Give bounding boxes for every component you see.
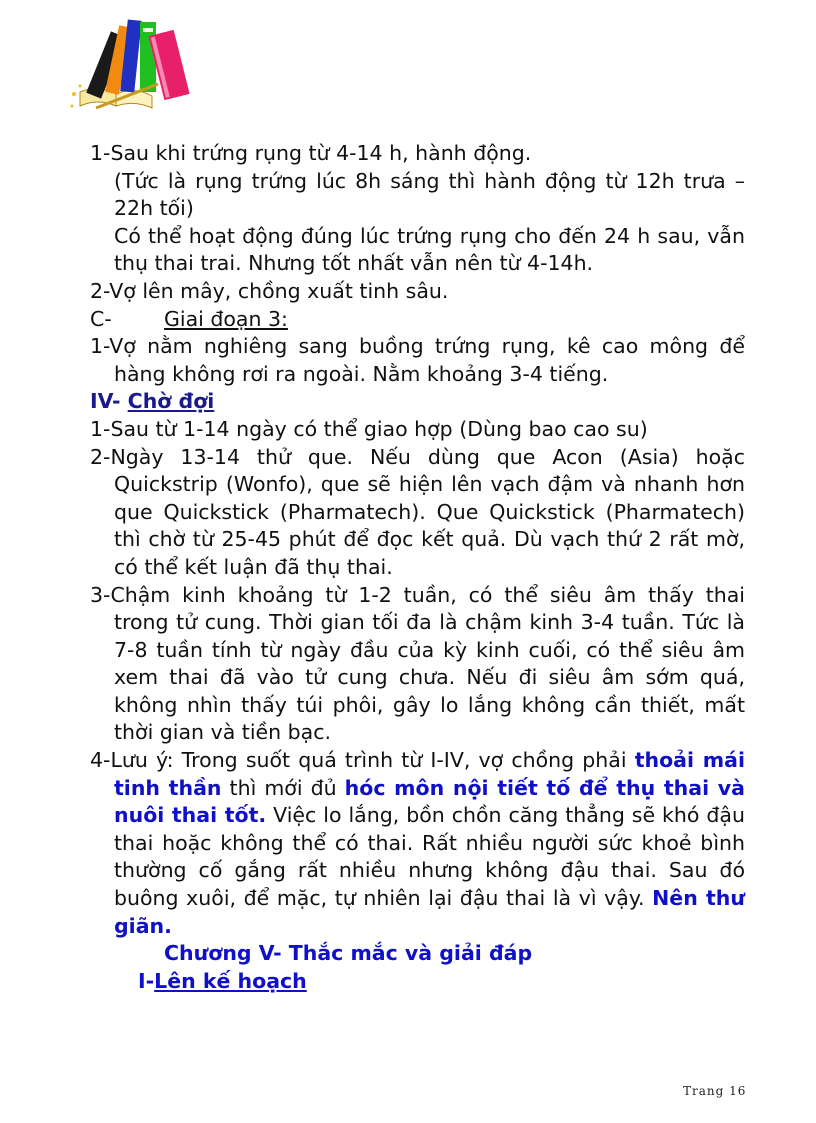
subsection-heading — [90, 968, 745, 996]
paragraph: 1-Vợ nằm nghiêng sang buồng trứng rụng, kê cao mông để hàng không rơi ra ngoài. Nằm khoảng 3-4 tiếng. — [90, 334, 745, 386]
text-run: Việc lo lắng, bồn chồn căng thẳng sẽ khó đậu thai hoặc không thể có thai. Rất nhiều người sức khoẻ bình thường cố gắng rất nhiều nhưng không đậu thai. Sau đó buông xuôi, để mặc, tự nhiên lại đậu thai là vì vậy. — [114, 803, 745, 911]
emphasis-text: hóc môn nội tiết tố để thụ thai và nuôi thai tốt. — [114, 775, 745, 828]
paragraph: 1-Sau khi trứng rụng từ 4-14 h, hành động. — [90, 141, 532, 165]
page-body — [90, 140, 745, 995]
section-label: IV- — [90, 389, 121, 414]
paragraph: 2-Vợ lên mây, chồng xuất tinh sâu. — [90, 278, 449, 303]
section-title: Lên kế hoạch — [154, 968, 307, 993]
section-label: I- — [138, 968, 155, 993]
paragraph — [90, 747, 745, 940]
section-title: Chờ đợi — [127, 389, 215, 414]
section-title: Giai đoạn 3: — [164, 306, 288, 331]
emphasis-text: Nên thư giãn. — [114, 886, 745, 938]
paragraph: 1-Sau từ 1-14 ngày có thể giao hợp (Dùng bao cao su) — [90, 416, 648, 441]
section-label: C- — [90, 306, 112, 331]
emphasis-text: thoải mái tinh thần — [114, 748, 746, 800]
paragraph: 3-Chậm kinh khoảng từ 1-2 tuần, có thể siêu âm thấy thai trong tử cung. Thời gian tối đa là chậm kinh 3-4 tuần. Tức là 7-8 tuần tính từ ngày đầu của kỳ kinh cuối, có thể siêu âm xem thai đã vào tử cung chưa. Nếu đi siêu âm sớm quá, không nhìn thấy túi phôi, gây lo lắng không cần thiết, mất thời gian và tiền bạc. — [90, 582, 745, 745]
text-run: 4-Lưu ý: Trong suốt quá trình từ I-IV, vợ chồng phải — [90, 748, 635, 773]
section-heading-c — [90, 306, 745, 334]
books-icon — [68, 14, 192, 114]
paragraph: (Tức là rụng trứng lúc 8h sáng thì hành động từ 12h trưa – 22h tối) — [114, 168, 745, 221]
chapter-heading: Chương V- Thắc mắc và giải đáp — [164, 941, 533, 966]
text-run: thì mới đủ — [221, 775, 345, 800]
paragraph: Có thể hoạt động đúng lúc trứng rụng cho đến 24 h sau, vẫn thụ thai trai. Nhưng tốt nhất vẫn nên từ 4-14h. — [114, 223, 745, 276]
page-number: Trang 16 — [683, 1084, 747, 1098]
section-heading-iv — [90, 388, 745, 416]
paragraph: 2-Ngày 13-14 thử que. Nếu dùng que Acon (Asia) hoặc Quickstrip (Wonfo), que sẽ hiện lên vạch đậm và nhanh hơn que Quickstick (Pharmatech). Que Quickstick (Pharmatech) thì chờ từ 25-45 phút để đọc kết quả. Dù vạch thứ 2 rất mờ, có thể kết luận đã thụ thai. — [90, 444, 745, 579]
